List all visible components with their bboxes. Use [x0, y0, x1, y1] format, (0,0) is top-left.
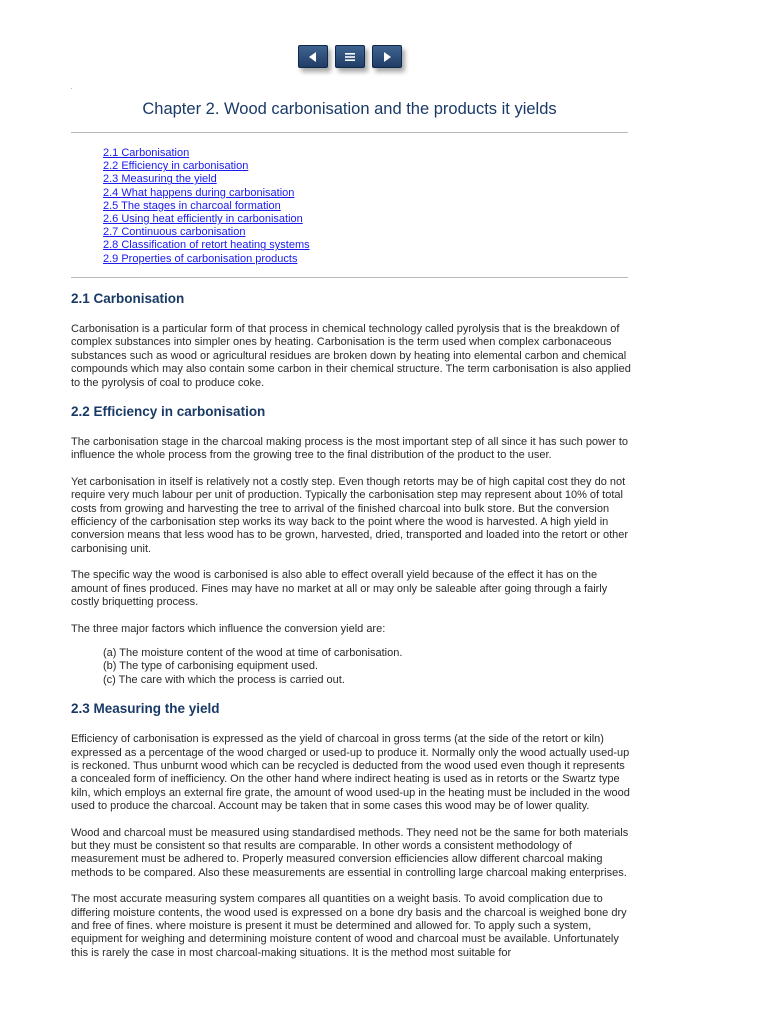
paragraph: The specific way the wood is carbonised is also able to effect overall yield because of the effect it has on the amount of fines produced. Fines may have no market at all or may only be saleable after going through a fairly costly briquetting process.	[71, 569, 608, 609]
toc-link-2-3[interactable]: 2.3 Measuring the yield	[103, 173, 217, 186]
factor-item: (c) The care with which the process is carried out.	[103, 673, 345, 686]
toc-item	[103, 213, 310, 226]
toc-link-2-6[interactable]: 2.6 Using heat efficiently in carbonisation	[103, 213, 303, 226]
toc-divider	[71, 277, 628, 278]
toc-link-2-2[interactable]: 2.2 Efficiency in carbonisation	[103, 160, 249, 173]
toc-item	[103, 200, 310, 213]
previous-button[interactable]	[298, 45, 328, 68]
toc-item	[103, 160, 310, 173]
toc-item	[103, 187, 310, 200]
contents-list-icon	[344, 51, 356, 63]
toc-link-2-8[interactable]: 2.8 Classification of retort heating systems	[103, 239, 310, 252]
nav-bar	[298, 45, 402, 68]
table-of-contents	[103, 147, 310, 266]
title-divider	[71, 132, 628, 133]
factor-list	[103, 647, 631, 687]
toc-item	[103, 239, 310, 252]
paragraph: The carbonisation stage in the charcoal making process is the most important step of all since it has such power to influence the whole process from the growing tree to the final distribution of the product to the user.	[71, 436, 629, 462]
factor-item: (a) The moisture content of the wood at time of carbonisation.	[103, 646, 403, 659]
section-heading-2-1: 2.1 Carbonisation	[71, 291, 185, 306]
section-heading-2-3: 2.3 Measuring the yield	[71, 701, 220, 717]
paragraph: Yet carbonisation in itself is relatively not a costly step. Even though retorts may be of high capital cost they do not require very much labour per unit of production. Typically the carbonisation step may represent about 10% of total costs from growing and harvesting the tree to arrival of the finished charcoal into bulk store. But the conversion efficiency of the carbonisation step works its way back to the point where the wood is harvested. A high yield in conversion means that less wood has to be grown, harvested, dried, transported and loaded into the retort or other carbonising unit.	[71, 475, 629, 555]
toc-item	[103, 253, 310, 266]
next-button[interactable]	[372, 45, 402, 68]
toc-link-2-7[interactable]: 2.7 Continuous carbonisation	[103, 226, 246, 239]
top-divider-dot	[71, 88, 72, 89]
paragraph: Carbonisation is a particular form of that process in chemical technology called pyrolysis that is the breakdown of complex substances into simpler ones by heating. Carbonisation is the term used when complex carbonaceous substances such as wood or agricultural residues are broken down by heating into elemental carbon and chemical compounds which may also contain some carbon in their chemical structure. The term carbonisation is also applied to the pyrolysis of coal to produce coke.	[71, 323, 631, 389]
paragraph: Wood and charcoal must be measured using standardised methods. They need not be the same for both materials but they must be consistent so that results are comparable. In other words a consistent methodology of measurement must be adhered to. Properly measured conversion efficiencies allow different charcoal making methods to be compared. Also these measurements are essential in controlling large charcoal making enterprises.	[71, 826, 629, 879]
arrow-right-icon	[381, 51, 393, 63]
page-title: Chapter 2. Wood carbonisation and the products it yields	[142, 100, 557, 118]
toc-link-2-1[interactable]: 2.1 Carbonisation	[103, 147, 190, 159]
toc-item	[103, 147, 310, 160]
toc-link-2-9[interactable]: 2.9 Properties of carbonisation products	[103, 252, 298, 265]
factor-item: (b) The type of carbonising equipment used.	[103, 660, 319, 673]
toc-item	[103, 226, 310, 239]
chapter-content	[71, 290, 631, 973]
toc-link-2-5[interactable]: 2.5 The stages in charcoal formation	[103, 199, 281, 212]
section-heading-2-2: 2.2 Efficiency in carbonisation	[71, 404, 266, 420]
toc-link-2-4[interactable]: 2.4 What happens during carbonisation	[103, 186, 295, 199]
paragraph: The most accurate measuring system compares all quantities on a weight basis. To avoid complication due to differing moisture contents, the wood used is expressed on a bone dry basis and the charcoal is weighed bone dry and free of fines. where moisture is present it must be determined and allowed for. To apply such a system, equipment for weighing and determining moisture content of wood and charcoal must be available. Unfortunately this is rarely the case in most charcoal-making situations. It is the method most suitable for	[71, 893, 627, 959]
toc-item	[103, 173, 310, 186]
contents-button[interactable]	[335, 45, 365, 68]
paragraph: Efficiency of carbonisation is expressed as the yield of charcoal in gross terms (at the side of the retort or kiln) expressed as a percentage of the wood charged or used-up to produce it. Normally only the wood actually used-up is reckoned. Thus unburnt wood which can be recycled is deducted from the wood used even though it represents a concealed form of inefficiency. On the other hand where indirect heating is used as in retorts or the Swartz type kiln, which employs an external fire grate, the amount of wood used-up in the heating must be included in the wood used to produce the charcoal. Account may be taken that in some cases this wood may be of lower quality.	[71, 733, 630, 813]
paragraph: The three major factors which influence the conversion yield are:	[71, 622, 386, 635]
arrow-left-icon	[307, 51, 319, 63]
